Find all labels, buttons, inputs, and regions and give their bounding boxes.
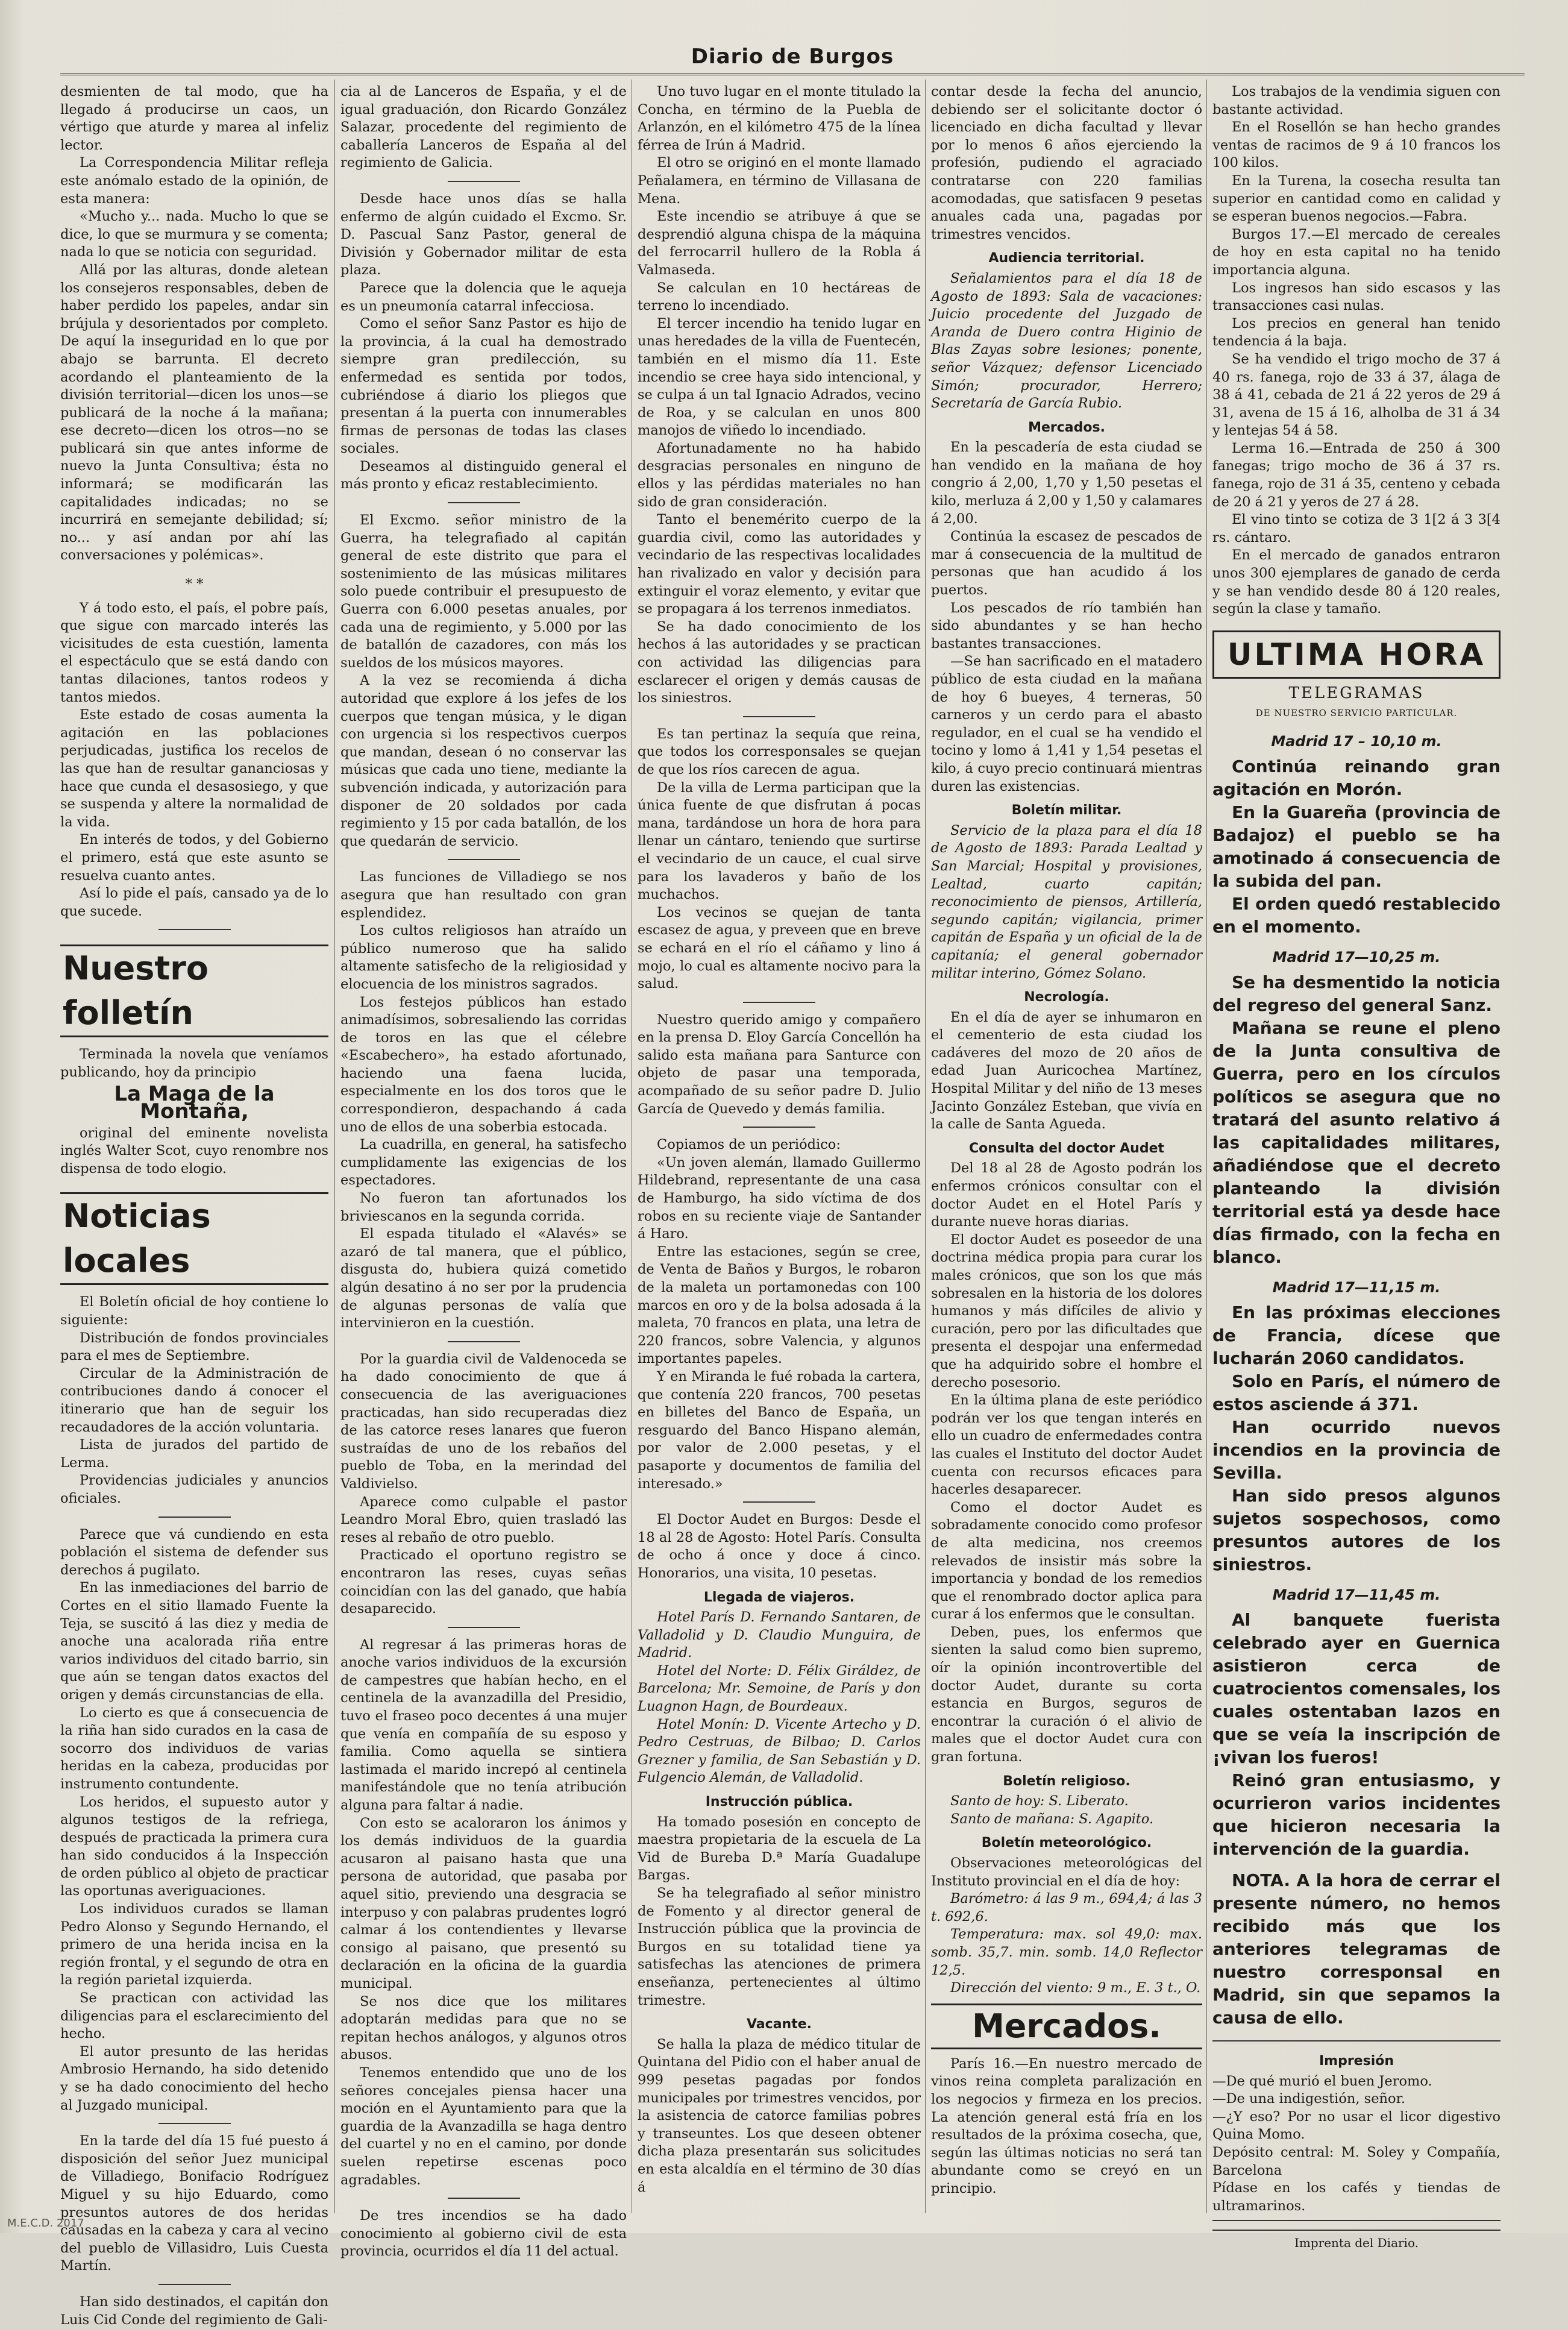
servicio-subheading: DE NUESTRO SERVICIO PARTICULAR. [1255, 708, 1458, 719]
paragraph: Entre las estaciones, según se cree, de Venta de Baños y Burgos, le robaron de la maleta un portamonedas con 100 marcos en oro y de la bolsa adosada á la maleta, 70 francos en plata, una letra de 220 francos, sobre Valencia, y algunos importantes papeles. [638, 1243, 921, 1367]
paragraph: —De qué murió el buen Jeromo. [1212, 2073, 1432, 2089]
column-rule [1206, 80, 1207, 2213]
paragraph: Continúa reinando gran agitación en Morón. [1212, 756, 1501, 799]
section-heading-audiencia: Audiencia territorial. [988, 251, 1145, 266]
paragraph: Lista de jurados del partido de Lerma. [60, 1437, 328, 1471]
paragraph: —¿Y eso? Por no usar el licor digestivo Quina Momo. [1212, 2108, 1501, 2143]
paragraph: Los festejos públicos han estado animadísimos, sobresaliendo las corridas de toros en las que el célebre «Escabechero», ha estado afortunado, haciendo una faena lucida, especialmente en los dos toros que le correspondieron, despachando á cada uno de ellos de una soberbia estocada. [340, 994, 627, 1135]
paragraph: NOTA. A la hora de cerrar el presente número, no hemos recibido más que los anteriores telegramas de nuestro corresponsal en Madrid, sin que sepamos la causa de ello. [1212, 1870, 1501, 2028]
paragraph: En la tarde del día 15 fué puesto á disposición del señor Juez municipal de Villadiego, Bonifacio Rodríguez Miguel y su hijo Eduardo, como presuntos autores de dos heridas causadas en la cabeza y cara al vecino del pueblo de Villasidro, Luis Cuesta Martín. [60, 2133, 328, 2274]
paragraph: Temperatura: max. sol 49,0: max. somb. 35,7. min. somb. 14,0 Reflector 12,5. [931, 1926, 1202, 1978]
paragraph: Burgos 17.—El mercado de cereales de hoy en esta capital no ha tenido importancia alguna. [1212, 226, 1501, 278]
divider [158, 929, 231, 930]
paragraph: Reinó gran entusiasmo, y ocurrieron varios incidentes que hicieron necesaria la intervención de la guardia. [1212, 1770, 1501, 1859]
telegram-dateline: Madrid 17—11,45 m. [1272, 1586, 1441, 1603]
paragraph: Por la guardia civil de Valdenoceda se ha dado conocimiento de que á consecuencia de las averiguaciones practicadas, han sido recuperadas diez de las catorce reses lanares que fueron sustraídas de uno de los rebaños del pueblo de Toba, en la merindad del Valdivielso. [340, 1351, 627, 1492]
paragraph: Tanto el benemérito cuerpo de la guardia civil, como las autoridades y vecindario de las respectivas localidades han rivalizado en valor y decisión para extinguir el voraz elemento, y evitar que se propagara á los terrenos inmediatos. [638, 512, 921, 617]
paragraph: Los pescados de río también han sido abundantes y se han hecho bastantes transacciones. [931, 600, 1202, 652]
paragraph: En las próximas elecciones de Francia, dícese que lucharán 2060 candidatos. [1212, 1303, 1501, 1368]
paragraph: Al regresar á las primeras horas de anoche varios individuos de la excursión de campestres que habían hecho, en el centinela de la avanzadilla del Presidio, tuvo el fraseo poco decentes á una mujer que venía en compañía de su esposo y familia. Como aquella se sintiera lastimada el marido increpó al centinela manifestándole que no tenía atribución alguna para faltar á nadie. [340, 1636, 627, 1814]
divider [743, 716, 815, 717]
paragraph: Y en Miranda le fué robada la cartera, que contenía 220 francos, 700 pesetas en billetes del Banco de España, un resguardo del Banco Hispano alemán, por valor de 2.000 pesetas, y el pasaporte y documentos de familia del interesado.» [638, 1368, 921, 1492]
paragraph: cia al de Lanceros de España, y el de igual graduación, don Ricardo González Salazar, procedente del regimiento de caballería Lanceros de España al del regimiento de Galicia. [340, 84, 627, 171]
paragraph: Providencias judiciales y anuncios oficiales. [60, 1473, 328, 1506]
paragraph: En la Turena, la cosecha resulta tan superior en cantidad como en calidad y se esperan buenos negocios.—Fabra. [1212, 172, 1501, 225]
paragraph: Se ha vendido el trigo mocho de 37 á 40 rs. fanega, rojo de 33 á 37, álaga de 38 á 41, cebada de 21 á 22 yeros de 29 á 31, avena de 15 á 16, alholba de 31 á 34 y lentejas 54 á 58. [1212, 351, 1501, 439]
paragraph: Como el señor Sanz Pastor es hijo de la provincia, á la cual ha demostrado siempre gran predilección, su enfermedad es sentida por todos, cubriéndose á diario los pliegos que presentan á la puerta con innumerables firmas de personas de todas las clases sociales. [340, 316, 627, 457]
paragraph: El espada titulado el «Alavés» se azaró de tal manera, que el público, disgusta do, hubiera quizá cometido algún desatino á no ser por la prudencia de algunas personas de valía que intervinieron en la cuestión. [340, 1226, 627, 1331]
section-heading-ultima-hora: ULTIMA HORA [1212, 630, 1501, 679]
paragraph: «Un joven alemán, llamado Guillermo Hildebrand, representante de una casa de Hamburgo, ha sido víctima de dos robos en su reciente viaje de Santander á Haro. [638, 1154, 921, 1242]
section-heading-viajeros: Llegada de viajeros. [703, 1589, 855, 1605]
paragraph: Hotel París D. Fernando Santaren, de Valladolid y D. Claudio Munguira, de Madrid. [638, 1609, 921, 1661]
paragraph: Depósito central: M. Soley y Compañía, Barcelona [1212, 2144, 1501, 2178]
divider [448, 859, 520, 860]
paragraph: Solo en París, el número de estos asciende á 371. [1212, 1371, 1501, 1414]
paragraph: Aparece como culpable el pastor Leandro Moral Ebro, quien trasladó las reses al rebaño de otro pueblo. [340, 1494, 627, 1545]
section-heading-boletin-militar: Boletín militar. [1011, 803, 1122, 819]
paragraph: Así lo pide el país, cansado ya de lo que sucede. [60, 885, 328, 919]
paragraph: El doctor Audet es poseedor de una doctrina médica propia para curar los males crónicos, que son los que más sobresalen en la historia de los dolores humanos y más difíciles de alivio y curación, pero por las dificultades que presenta el despojar una enfermedad que ha adquirido sobre el hombre el derecho posesorio. [931, 1231, 1202, 1391]
paragraph: Deben, pues, los enfermos que sienten la salud como bien supremo, oír la opinión incontrovertible del doctor Audet, durante su corta estancia en Burgos, seguros de encontrar la curación ó el alivio de males que el doctor Audet cura con gran fortuna. [931, 1624, 1202, 1765]
paragraph: Lerma 16.—Entrada de 250 á 300 fanegas; trigo mocho de 36 á 37 rs. fanega, rojo de 31 á 35, centeno y cebada de 20 á 21 y yeros de 27 á 28. [1212, 440, 1501, 510]
paragraph: En el día de ayer se inhumaron en el cementerio de esta ciudad los cadáveres del mozo de 20 años de edad Juan Auricochea Martínez, Hospital Militar y del niño de 13 meses Jacinto González Esteban, que vivía en la calle de Santa Agueda. [931, 1009, 1202, 1133]
paragraph: Los vecinos se quejan de tanta escasez de agua, y preveen que en breve se echará en el río el cáñamo y lino á mojo, lo cual es altamente nocivo para la salud. [638, 904, 921, 992]
paragraph: Tenemos entendido que uno de los señores concejales piensa hacer una moción en el Ayuntamiento para que la guardia de la Avanzadilla se haga dentro del cuartel y no en el camino, por donde suelen repetirse escenas poco agradables. [340, 2064, 627, 2188]
telegram-block [1212, 730, 1501, 2029]
divider [158, 2284, 231, 2285]
paragraph: El Excmo. señor ministro de la Guerra, ha telegrafiado al capitán general de este distrito que para el sostenimiento de las músicas militares solo puede contribuir el presupuesto de Guerra con 6.000 pesetas anuales, por cada una de regimiento, y 5.000 por las de batallón de cazadores, con más los sueldos de los músicos mayores. [340, 512, 627, 671]
paragraph: Practicado el oportuno registro se encontraron las reses, cuyas señas coincidían con las del ganado, que había desaparecido. [340, 1547, 627, 1617]
paragraph: Se nos dice que los militares adoptarán medidas para que no se repitan hechos análogos, y algunos otros abusos. [340, 1993, 627, 2063]
telegram-dateline: Madrid 17—11,15 m. [1272, 1279, 1441, 1296]
divider [448, 1627, 520, 1628]
advertisement-heading: Impresión [1319, 2054, 1394, 2069]
paragraph: Las funciones de Villadiego se nos asegura que han resultado con gran esplendidez. [340, 869, 627, 921]
paragraph: Continúa la escasez de pescados de mar á consecuencia de la multitud de personas que han acudido á los puertos. [931, 529, 1202, 599]
page-header [60, 42, 1525, 75]
paragraph: Uno tuvo lugar en el monte titulado la Concha, en término de la Puebla de Arlanzón, en el kilómetro 475 de la línea férrea de Irún á Madrid. [638, 84, 921, 153]
advertisement-box [1212, 2040, 1501, 2221]
paragraph: Los trabajos de la vendimia siguen con bastante actividad. [1212, 84, 1501, 118]
paragraph: El autor presunto de las heridas Ambrosio Hernando, ha sido detenido y se ha dado conocimiento del hecho al Juzgado municipal. [60, 2043, 328, 2113]
paragraph: Distribución de fondos provinciales para el mes de Septiembre. [60, 1330, 328, 1364]
section-heading-folletin: Nuestro folletín [60, 944, 328, 1037]
paragraph: Este incendio se atribuye á que se desprendió alguna chispa de la máquina del ferrocarril hullero de la Robla á Valmaseda. [638, 209, 921, 278]
paragraph: Como el doctor Audet es sobradamente conocido como profesor de alta medicina, nos creemos relevados de insistir más sobre la importancia y bondad de los remedios que el renombrado doctor aplica para curar á los enfermos que le consultan. [931, 1499, 1202, 1623]
paragraph: De tres incendios se ha dado conocimiento al gobierno civil de esta provincia, ocurridos el día 11 del actual. [340, 2208, 627, 2260]
paragraph: Los precios en general han tenido tendencia á la baja. [1212, 315, 1501, 350]
paragraph: Al banquete fuerista celebrado ayer en Guernica asistieron cerca de cuatrocientos comensales, los cuales ostentaban lazos en que se veía la inscripción de ¡vivan los fueros! [1212, 1610, 1501, 1767]
paragraph: Se ha dado conocimiento de los hechos á las autoridades y se practican con actividad las diligencias para esclarecer el origen y demás causas de los siniestros. [638, 618, 921, 706]
printer-imprint: Imprenta del Diario. [1212, 2230, 1501, 2252]
section-heading-vacante: Vacante. [746, 2017, 812, 2032]
telegramas-heading: TELEGRAMAS [1288, 684, 1425, 702]
section-heading-religioso: Boletín religioso. [1003, 1773, 1131, 1789]
column-1 [60, 83, 328, 2328]
novel-title: La Maga de la Montaña, [114, 1081, 275, 1124]
telegram-dateline: Madrid 17—10,25 m. [1272, 949, 1441, 966]
column-5 [1212, 83, 1501, 2251]
paragraph: Han sido presos algunos sujetos sospechosos, como presuntos autores de los siniestros. [1212, 1486, 1501, 1574]
paragraph: Lo cierto es que á consecuencia de la riña han sido curados en la casa de socorro dos individuos de varias heridas en la cabeza, producidas por instrumento contundente. [60, 1705, 328, 1792]
paragraph: Se ha desmentido la noticia del regreso del general Sanz. [1212, 972, 1501, 1015]
paragraph: Observaciones meteorológicas del Instituto provincial en el día de hoy: [931, 1855, 1202, 1889]
paragraph: En la Guareña (provincia de Badajoz) el pueblo se ha amotinado á consecuencia de la subida del pan. [1212, 802, 1501, 891]
paragraph: La Correspondencia Militar refleja este anómalo estado de la opinión, de esta manera: [60, 155, 328, 207]
paragraph: En el Rosellón se han hecho grandes ventas de racimos de 9 á 10 francos los 100 kilos. [1212, 119, 1501, 171]
archive-credit: M.E.C.D. 2017 [7, 2217, 84, 2230]
divider [743, 1002, 815, 1003]
paragraph: Y á todo esto, el país, el pobre país, que sigue con marcado interés las vicisitudes de esta cuestión, lamenta el espectáculo que se está dando con tantas dilaciones, tantos rodeos y tantos miedos. [60, 600, 328, 705]
divider [158, 1517, 231, 1518]
paragraph: Han ocurrido nuevos incendios en la provincia de Sevilla. [1212, 1417, 1501, 1483]
section-heading-meteo: Boletín meteorológico. [981, 1835, 1152, 1851]
asterism: * * [185, 576, 204, 592]
column-2 [340, 83, 627, 2260]
section-heading-instruccion: Instrucción pública. [705, 1794, 853, 1810]
paragraph: Este estado de cosas aumenta la agitación en las poblaciones perjudicadas, justifica los recelos de las que han de resultar gananciosas y hace que cunda el desasosiego, y que se suspenda y altere la normalidad de la vida. [60, 707, 328, 830]
paragraph: Deseamos al distinguido general el más pronto y eficaz restablecimiento. [340, 458, 627, 492]
paragraph: Es tan pertinaz la sequía que reina, que todos los corresponsales se quejan de que los ríos carecen de agua. [638, 726, 921, 778]
divider [743, 1127, 815, 1128]
paragraph: Servicio de la plaza para el día 18 de Agosto de 1893: Parada Lealtad y San Marcial; Hospital y provisiones, Lealtad, cuarto capitán; reconocimiento de piensos, Artillería, segundo capitán; vigilancia, primer capitán de España y un oficial de la de capitanía; el general gobernador militar interino, Gómez Solano. [931, 822, 1202, 981]
paragraph: original del eminente novelista inglés Walter Scot, cuyo renombre nos dispensa de todo elogio. [60, 1125, 328, 1177]
paragraph: Pídase en los cafés y tiendas de ultramarinos. [1212, 2180, 1501, 2214]
paragraph: En las inmediaciones del barrio de Cortes en el sitio llamado Fuente la Teja, se suscitó á las diez y media de anoche una acalorada riña entre varios individuos del citado barrio, sin que aún se tengan datos exactos del origen y demás circunstancias de ella. [60, 1580, 328, 1703]
column-rule [925, 80, 926, 2213]
paragraph: Los individuos curados se llaman Pedro Alonso y Segundo Hernando, el primero de una herida incisa en la región frontal, y el segundo de otra en la región parietal izquierda. [60, 1901, 328, 1988]
column-4 [931, 83, 1202, 2205]
section-heading-mercados-big: Mercados. [931, 2004, 1202, 2049]
section-heading-noticias: Noticias locales [60, 1192, 328, 1285]
paragraph: contar desde la fecha del anuncio, debiendo ser el solicitante doctor ó licenciado en dicha facultad y llevar por lo menos 6 años ejerciendo la profesión, pudiendo el agraciado contratarse con 220 familias acomodadas, que satisfacen 9 pesetas anuales cada una, pagadas por trimestres vencidos. [931, 84, 1202, 242]
paragraph: En la pescadería de esta ciudad se han vendido en la mañana de hoy congrio á 2,00, 1,70 y 1,50 pesetas el kilo, merluza á 2,00 y 1,50 y calamares á 2,00. [931, 439, 1202, 527]
telegram-dateline: Madrid 17 – 10,10 m. [1271, 733, 1442, 750]
paragraph: Señalamientos para el día 18 de Agosto de 1893: Sala de vacaciones: Juicio procedente del Juzgado de Aranda de Duero contra Higinio de Blas Zayas sobre lesiones; ponente, señor Vázquez; defensor Licenciado Simón; procurador, Herrero; Secretaría de García Rubio. [931, 270, 1202, 412]
divider [743, 1501, 815, 1503]
paragraph: Los ingresos han sido escasos y las transacciones casi nulas. [1212, 280, 1501, 314]
paragraph: Hotel del Norte: D. Félix Giráldez, de Barcelona; Mr. Semoine, de París y don Luagnon Hagn, de Bourdeaux. [638, 1662, 921, 1715]
paragraph: Se halla la plaza de médico titular de Quintana del Pidio con el haber anual de 999 pesetas pagadas por fondos municipales por trimestres vencidos, por la asistencia de catorce familias pobres y transeuntes. Los que deseen obtener dicha plaza presentarán sus solicitudes en esta alcaldía en el término de 30 días á [638, 2036, 921, 2195]
paragraph: De la villa de Lerma participan que la única fuente de que disfrutan á pocas mana, tardándose un hora de hora para llenar un cántaro, teniendo que surtirse el vecindario de un cauce, el cual sirve para los lavaderos y baño de los muchachos. [638, 779, 921, 903]
paragraph: Ha tomado posesión en concepto de maestra propietaria de la escuela de La Vid de Bureba D.ª María Guadalupe Bargas. [638, 1814, 921, 1884]
divider [448, 181, 520, 182]
paragraph: Afortunadamente no ha habido desgracias personales en ninguno de ellos y las pérdidas materiales no han sido de gran consideración. [638, 440, 921, 510]
paragraph: El vino tinto se cotiza de 3 1[2 á 3 3[4 rs. cántaro. [1212, 512, 1501, 545]
column-3 [638, 83, 921, 2205]
paragraph: No fueron tan afortunados los briviescanos en la segunda corrida. [340, 1190, 627, 1224]
paragraph: desmienten de tal modo, que ha llegado á producirse un caos, un vértigo que aturde y marea al infeliz lector. [60, 84, 328, 153]
divider [448, 1341, 520, 1342]
paragraph: Los heridos, el supuesto autor y algunos testigos de la refriega, después de practicada la primera cura han sido conducidos á la Inspección de orden público al objeto de practicar las oportunas averiguaciones. [60, 1794, 328, 1899]
paragraph: Parece que vá cundiendo en esta población el sistema de defender sus derechos á pugilato. [60, 1526, 328, 1578]
paragraph: Se ha telegrafiado al señor ministro de Fomento y al director general de Instrucción pública que la provincia de Burgos en su totalidad tiene ya satisfechas las atenciones de primera enseñanza, pertenecientes al último trimestre. [638, 1885, 921, 2008]
paragraph: El Doctor Audet en Burgos: Desde el 18 al 28 de Agosto: Hotel París. Consulta de ocho á once y doce á cinco. Honorarios, una visita, 10 pesetas. [638, 1512, 921, 1581]
paragraph: Barómetro: á las 9 m., 694,4; á las 3 t. 692,6. [931, 1891, 1202, 1925]
newspaper-title: Diario de Burgos [691, 45, 894, 69]
paragraph: La cuadrilla, en general, ha satisfecho cumplidamente las exigencias de los espectadores. [340, 1137, 627, 1189]
paragraph: En el mercado de ganados entraron unos 300 ejemplares de ganado de cerda y se han vendido desde 80 á 120 reales, según la clase y tamaño. [1212, 547, 1501, 617]
paragraph: Mañana se reune el pleno de la Junta consultiva de Guerra, pero en los círculos políticos se asegura que no tratará del asunto relativo á las capitalidades militares, añadiéndose que el decreto planteando la división territorial está ya desde hace días firmado, con la fecha en blanco. [1212, 1018, 1501, 1267]
paragraph: A la vez se recomienda á dicha autoridad que explore á los jefes de los cuerpos que tengan música, y le digan con urgencia si los respectivos cuerpos que mandan, desean ó no conservar las músicas que cada uno tiene, mediante la subvención indicada, y autorización para disponer de 20 soldados por cada regimiento y 15 por cada batallón, de los que quedarán de servicio. [340, 673, 627, 849]
paragraph: Copiamos de un periódico: [657, 1137, 841, 1153]
paragraph: Desde hace unos días se halla enfermo de algún cuidado el Excmo. Sr. D. Pascual Sanz Pastor, general de División y Gobernador militar de esta plaza. [340, 190, 627, 278]
paragraph: El Boletín oficial de hoy contiene lo siguiente: [60, 1294, 328, 1328]
paragraph: En la última plana de este periódico podrán ver los que tengan interés en ello un cuadro de enfermedades contra las cuales el Instituto del doctor Audet cuenta con recursos eficaces para hacerles desaparecer. [931, 1392, 1202, 1498]
paragraph: —De una indigestión, señor. [1212, 2091, 1406, 2107]
paragraph: En interés de todos, y del Gobierno el primero, está que este asunto se resuelva cuanto antes. [60, 832, 328, 884]
column-rule [334, 80, 335, 2213]
paragraph: Del 18 al 28 de Agosto podrán los enfermos crónicos consultar con el doctor Audet en el Hotel París y durante nueve horas diarias. [931, 1160, 1202, 1230]
paragraph: Dirección del viento: 9 m., E. 3 t., O. [950, 1980, 1201, 1996]
divider [448, 2198, 520, 2199]
paragraph: Allá por las alturas, donde aletean los consejeros responsables, deben de haber perdido los papeles, andar sin brújula y desorientados por completo. De aquí la inseguridad en lo que por abajo se barrunta. El decreto acordando el planteamiento de la división territorial—dicen los unos—se publicará de la noche á la mañana; ese decreto—dicen los otros—no se publicará sin que antes informe de nuevo la Junta Consultiva; ésta no informará; se modificarán las capitalidades indicadas; no se incurrirá en semejante debilidad; sí; no... y así andan por ahí las conversaciones y polémicas». [60, 262, 328, 564]
section-heading-necrologia: Necrología. [1024, 990, 1109, 1005]
paragraph: Se calculan en 10 hectáreas de terreno lo incendiado. [638, 280, 921, 314]
paragraph: París 16.—En nuestro mercado de vinos reina completa paralización en los negocios y firmeza en los precios. La atención general está fría en los resultados de la próxima cosecha, que, según las últimas noticias no será tan abundante como se creyó en un principio. [931, 2055, 1202, 2196]
paragraph: El otro se originó en el monte llamado Peñalamera, en término de Villasana de Mena. [638, 155, 921, 207]
paragraph: Hotel Monín: D. Vicente Artecho y D. Pedro Cestruas, de Bilbao; D. Carlos Grezner y familia, de San Sebastián y D. Fulgencio Alemán, de Valladolid. [638, 1716, 921, 1786]
paragraph: Han sido destinados, el capitán don Luis Cid Conde del regimiento de Gali- [60, 2293, 328, 2328]
paragraph: Se practican con actividad las diligencias para el esclarecimiento del hecho. [60, 1990, 328, 2042]
paragraph: Santo de hoy: S. Liberato. [950, 1793, 1129, 1809]
section-heading-audet: Consulta del doctor Audet [968, 1140, 1165, 1156]
paragraph: Nuestro querido amigo y compañero en la prensa D. Eloy García Concellón ha salido esta mañana para Santurce con objeto de pasar una temporada, acompañado de su señor padre D. Julio García de Quevedo y demás familia. [638, 1011, 921, 1117]
paragraph: Circular de la Administración de contribuciones dando á conocer el itinerario que han de seguir los recaudadores de la acción voluntaria. [60, 1365, 328, 1435]
divider [158, 2123, 231, 2124]
paragraph: «Mucho y... nada. Mucho lo que se dice, lo que se murmura y se comenta; nada lo que se noticia con seguridad. [60, 209, 328, 260]
paragraph: El orden quedó restablecido en el momento. [1212, 894, 1501, 937]
paragraph: Parece que la dolencia que le aqueja es un pneumonía catarral infecciosa. [340, 280, 627, 314]
paragraph: Terminada la novela que veníamos publicando, hoy da principio [60, 1046, 328, 1080]
paragraph: Con esto se acaloraron los ánimos y los demás individuos de la guardia acusaron al paisano hasta que una persona de autoridad, que pasaba por aquel sitio, previendo una desgracia se interpuso y con palabras prudentes logró calmar á los contendientes y llevarse consigo al paisano, que presentó su declaración en la oficina de la guardia municipal. [340, 1815, 627, 1991]
paragraph: —Se han sacrificado en el matadero público de esta ciudad en la mañana de hoy 6 bueyes, 4 terneras, 50 carneros y un cerdo para el abasto regulador, en el cual se ha vendido el tocino y lomo á 1,41 y 1,54 pesetas el kilo, á cuyo precio continuará mientras duren las existencias. [931, 653, 1202, 794]
divider [448, 502, 520, 503]
paragraph: Los cultos religiosos han atraído un público numeroso que ha salido altamente satisfecho de la religiosidad y elocuencia de los ministros sagrados. [340, 923, 627, 992]
paragraph: Santo de mañana: S. Agapito. [950, 1811, 1154, 1827]
column-1-lead [60, 83, 328, 920]
paragraph: El tercer incendio ha tenido lugar en unas heredades de la villa de Fuentecén, también en el mismo día 11. Este incendio se cree haya sido intencional, y se culpa á un tal Ignacio Adrados, vecino de Roa, y se calculan en unos 800 manojos de viñedo lo incendiado. [638, 315, 921, 439]
section-heading-mercados: Mercados. [1028, 420, 1105, 435]
